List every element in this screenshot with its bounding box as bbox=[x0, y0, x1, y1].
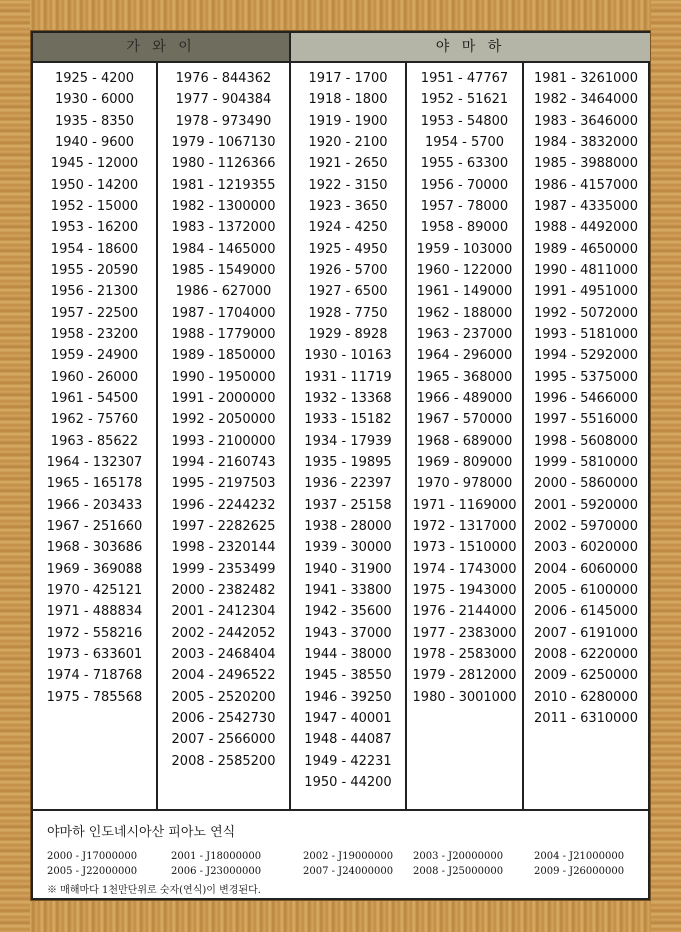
serial-row: 1997 - 2282625 bbox=[171, 518, 276, 534]
serial-row: 1951 - 47767 bbox=[420, 71, 509, 86]
serial-row: 1957 - 78000 bbox=[420, 198, 509, 214]
serial-row: 1989 - 4650000 bbox=[534, 241, 638, 257]
serial-entry: 2009 - J26000000 bbox=[534, 866, 625, 877]
serial-entry: 2005 - J22000000 bbox=[47, 866, 138, 877]
serial-row: 2005 - 6100000 bbox=[534, 582, 638, 598]
serial-row: 1993 - 5181000 bbox=[534, 326, 638, 342]
serial-row: 2011 - 6310000 bbox=[534, 710, 638, 726]
serial-row: 1932 - 13368 bbox=[304, 390, 392, 406]
serial-row: 1952 - 51621 bbox=[420, 92, 509, 108]
serial-row: 1937 - 25158 bbox=[304, 497, 392, 513]
serial-row: 1928 - 7750 bbox=[308, 305, 388, 321]
serial-row: 1921 - 2650 bbox=[308, 156, 388, 172]
indonesia-note: ※ 매해마다 1천만단위로 숫자(연식)이 변경된다. bbox=[47, 885, 261, 896]
serial-row: 1920 - 2100 bbox=[308, 134, 388, 150]
serial-row: 1956 - 21300 bbox=[50, 284, 139, 300]
serial-row: 1927 - 6500 bbox=[308, 284, 388, 300]
serial-row: 2010 - 6280000 bbox=[534, 689, 638, 705]
serial-row: 1949 - 42231 bbox=[304, 753, 392, 769]
serial-row: 1962 - 75760 bbox=[50, 412, 139, 428]
serial-row: 1925 - 4200 bbox=[54, 71, 135, 86]
serial-row: 1970 - 978000 bbox=[416, 476, 513, 492]
serial-row: 1964 - 132307 bbox=[46, 454, 143, 470]
serial-row: 1958 - 23200 bbox=[50, 326, 139, 342]
serial-entry: 2006 - J23000000 bbox=[171, 866, 262, 877]
serial-row: 1965 - 368000 bbox=[416, 369, 513, 385]
serial-row: 1952 - 15000 bbox=[50, 198, 139, 214]
serial-row: 1995 - 2197503 bbox=[171, 476, 276, 492]
serial-row: 1992 - 2050000 bbox=[171, 412, 276, 428]
serial-row: 1996 - 2244232 bbox=[171, 497, 276, 513]
serial-row: 1967 - 251660 bbox=[46, 518, 143, 534]
serial-row: 1978 - 2583000 bbox=[412, 646, 517, 662]
serial-row: 1934 - 17939 bbox=[304, 433, 392, 449]
serial-row: 1954 - 5700 bbox=[424, 134, 505, 150]
serial-row: 1957 - 22500 bbox=[50, 305, 139, 321]
serial-row: 2007 - 6191000 bbox=[534, 625, 638, 641]
serial-row: 1988 - 4492000 bbox=[534, 220, 638, 236]
serial-row: 1948 - 44087 bbox=[304, 732, 392, 748]
serial-row: 1955 - 63300 bbox=[420, 156, 509, 172]
serial-row: 1999 - 2353499 bbox=[171, 561, 276, 577]
serial-row: 1985 - 3988000 bbox=[534, 156, 638, 172]
serial-row: 1998 - 5608000 bbox=[534, 433, 638, 449]
serial-row: 1979 - 2812000 bbox=[412, 668, 517, 684]
serial-row: 1985 - 1549000 bbox=[171, 262, 276, 278]
serial-row: 1923 - 3650 bbox=[308, 198, 388, 214]
serial-row: 1962 - 188000 bbox=[416, 305, 513, 321]
wood-frame-left bbox=[0, 0, 30, 932]
serial-row: 1972 - 1317000 bbox=[412, 518, 517, 534]
serial-row: 1946 - 39250 bbox=[304, 689, 392, 705]
serial-row: 1969 - 809000 bbox=[416, 454, 513, 470]
serial-row: 1981 - 1219355 bbox=[171, 177, 276, 193]
serial-row: 1930 - 10163 bbox=[304, 348, 392, 364]
serial-row: 1925 - 4950 bbox=[308, 241, 388, 257]
serial-row: 1954 - 18600 bbox=[50, 241, 139, 257]
serial-row: 1931 - 11719 bbox=[304, 369, 392, 385]
serial-row: 1945 - 12000 bbox=[50, 156, 139, 172]
serial-entry: 2001 - J18000000 bbox=[171, 851, 262, 862]
serial-row: 1950 - 14200 bbox=[50, 177, 139, 193]
serial-row: 2000 - 5860000 bbox=[534, 476, 638, 492]
yamaha-column-1 bbox=[289, 63, 405, 809]
serial-row: 1989 - 1850000 bbox=[171, 348, 276, 364]
serial-row: 1940 - 9600 bbox=[54, 134, 135, 150]
serial-row: 1967 - 570000 bbox=[416, 412, 513, 428]
serial-entry: 2004 - J21000000 bbox=[534, 851, 625, 862]
serial-row: 1976 - 2144000 bbox=[412, 604, 517, 620]
serial-entry: 2007 - J24000000 bbox=[303, 866, 394, 877]
serial-row: 1987 - 4335000 bbox=[534, 198, 638, 214]
yamaha-header: 야 마 하 bbox=[289, 33, 650, 63]
serial-row: 1992 - 5072000 bbox=[534, 305, 638, 321]
serial-row: 1917 - 1700 bbox=[308, 71, 388, 86]
serial-row: 1980 - 3001000 bbox=[412, 689, 517, 705]
serial-row: 1979 - 1067130 bbox=[171, 134, 276, 150]
serial-row: 2003 - 6020000 bbox=[534, 540, 638, 556]
indonesia-section bbox=[33, 809, 648, 900]
serial-row: 1978 - 973490 bbox=[175, 113, 272, 129]
serial-row: 1983 - 1372000 bbox=[171, 220, 276, 236]
serial-row: 2003 - 2468404 bbox=[171, 646, 276, 662]
serial-row: 1956 - 70000 bbox=[420, 177, 509, 193]
serial-row: 2006 - 6145000 bbox=[534, 604, 638, 620]
serial-row: 1960 - 26000 bbox=[50, 369, 139, 385]
serial-row: 1988 - 1779000 bbox=[171, 326, 276, 342]
serial-row: 1984 - 1465000 bbox=[171, 241, 276, 257]
serial-row: 1965 - 165178 bbox=[46, 476, 143, 492]
serial-row: 1968 - 689000 bbox=[416, 433, 513, 449]
serial-row: 1982 - 1300000 bbox=[171, 198, 276, 214]
serial-row: 1971 - 1169000 bbox=[412, 497, 517, 513]
kawai-column-1 bbox=[33, 63, 156, 809]
serial-row: 2006 - 2542730 bbox=[171, 710, 276, 726]
serial-row: 1975 - 1943000 bbox=[412, 582, 517, 598]
serial-row: 1935 - 19895 bbox=[304, 454, 392, 470]
serial-row: 1981 - 3261000 bbox=[534, 71, 638, 86]
serial-row: 1973 - 633601 bbox=[46, 646, 143, 662]
serial-row: 1959 - 24900 bbox=[50, 348, 139, 364]
serial-row: 1941 - 33800 bbox=[304, 582, 392, 598]
serial-row: 2001 - 2412304 bbox=[171, 604, 276, 620]
serial-row: 1977 - 904384 bbox=[175, 92, 272, 108]
serial-row: 1970 - 425121 bbox=[46, 582, 143, 598]
serial-row: 1976 - 844362 bbox=[175, 71, 272, 86]
serial-row: 1935 - 8350 bbox=[54, 113, 135, 129]
serial-row: 1998 - 2320144 bbox=[171, 540, 276, 556]
wood-frame-right bbox=[651, 0, 681, 932]
serial-row: 1969 - 369088 bbox=[46, 561, 143, 577]
serial-row: 1996 - 5466000 bbox=[534, 390, 638, 406]
yamaha-column-2 bbox=[405, 63, 522, 809]
serial-row: 1975 - 785568 bbox=[46, 689, 143, 705]
serial-row: 1958 - 89000 bbox=[420, 220, 509, 236]
serial-row: 1943 - 37000 bbox=[304, 625, 392, 641]
serial-row: 1980 - 1126366 bbox=[171, 156, 276, 172]
serial-row: 1974 - 718768 bbox=[46, 668, 143, 684]
serial-row: 1990 - 4811000 bbox=[534, 262, 638, 278]
serial-row: 1947 - 40001 bbox=[304, 710, 392, 726]
kawai-column-2 bbox=[156, 63, 289, 809]
serial-row: 1922 - 3150 bbox=[308, 177, 388, 193]
serial-row: 1961 - 54500 bbox=[50, 390, 139, 406]
serial-row: 1990 - 1950000 bbox=[171, 369, 276, 385]
serial-row: 1986 - 4157000 bbox=[534, 177, 638, 193]
serial-row: 1953 - 54800 bbox=[420, 113, 509, 129]
serial-row: 1993 - 2100000 bbox=[171, 433, 276, 449]
serial-row: 1977 - 2383000 bbox=[412, 625, 517, 641]
serial-entry: 2002 - J19000000 bbox=[303, 851, 394, 862]
serial-row: 1987 - 1704000 bbox=[171, 305, 276, 321]
serial-row: 2002 - 5970000 bbox=[534, 518, 638, 534]
serial-row: 1997 - 5516000 bbox=[534, 412, 638, 428]
serial-row: 2001 - 5920000 bbox=[534, 497, 638, 513]
indonesia-title: 야마하 인도네시아산 피아노 연식 bbox=[47, 825, 236, 840]
serial-row: 1964 - 296000 bbox=[416, 348, 513, 364]
serial-row: 1929 - 8928 bbox=[308, 326, 388, 342]
serial-row: 1950 - 44200 bbox=[304, 774, 392, 790]
serial-row: 2007 - 2566000 bbox=[171, 732, 276, 748]
serial-row: 2002 - 2442052 bbox=[171, 625, 276, 641]
serial-row: 2004 - 6060000 bbox=[534, 561, 638, 577]
serial-entry: 2003 - J20000000 bbox=[413, 851, 504, 862]
serial-row: 1974 - 1743000 bbox=[412, 561, 517, 577]
serial-row: 1986 - 627000 bbox=[175, 284, 272, 300]
serial-row: 1926 - 5700 bbox=[308, 262, 388, 278]
serial-row: 1966 - 203433 bbox=[46, 497, 143, 513]
serial-row: 2009 - 6250000 bbox=[534, 668, 638, 684]
serial-row: 1972 - 558216 bbox=[46, 625, 143, 641]
serial-row: 1960 - 122000 bbox=[416, 262, 513, 278]
serial-row: 1924 - 4250 bbox=[308, 220, 388, 236]
serial-row: 1918 - 1800 bbox=[308, 92, 388, 108]
serial-row: 1930 - 6000 bbox=[54, 92, 135, 108]
serial-row: 1991 - 4951000 bbox=[534, 284, 638, 300]
serial-row: 1968 - 303686 bbox=[46, 540, 143, 556]
serial-row: 1994 - 5292000 bbox=[534, 348, 638, 364]
serial-row: 1984 - 3832000 bbox=[534, 134, 638, 150]
serial-row: 1919 - 1900 bbox=[308, 113, 388, 129]
serial-row: 1982 - 3464000 bbox=[534, 92, 638, 108]
serial-row: 1939 - 30000 bbox=[304, 540, 392, 556]
serial-row: 1963 - 237000 bbox=[416, 326, 513, 342]
serial-row: 1942 - 35600 bbox=[304, 604, 392, 620]
serial-row: 2008 - 6220000 bbox=[534, 646, 638, 662]
serial-row: 2005 - 2520200 bbox=[171, 689, 276, 705]
serial-row: 1945 - 38550 bbox=[304, 668, 392, 684]
serial-row: 1953 - 16200 bbox=[50, 220, 139, 236]
serial-row: 2000 - 2382482 bbox=[171, 582, 276, 598]
serial-row: 1955 - 20590 bbox=[50, 262, 139, 278]
serial-row: 1973 - 1510000 bbox=[412, 540, 517, 556]
serial-row: 1933 - 15182 bbox=[304, 412, 392, 428]
serial-row: 1940 - 31900 bbox=[304, 561, 392, 577]
serial-row: 1994 - 2160743 bbox=[171, 454, 276, 470]
serial-row: 2004 - 2496522 bbox=[171, 668, 276, 684]
serial-row: 1959 - 103000 bbox=[416, 241, 513, 257]
serial-row: 1999 - 5810000 bbox=[534, 454, 638, 470]
serial-row: 1961 - 149000 bbox=[416, 284, 513, 300]
kawai-header: 가 와 이 bbox=[33, 33, 289, 63]
serial-row: 1944 - 38000 bbox=[304, 646, 392, 662]
serial-row: 1991 - 2000000 bbox=[171, 390, 276, 406]
serial-row: 1938 - 28000 bbox=[304, 518, 392, 534]
serial-row: 1966 - 489000 bbox=[416, 390, 513, 406]
serial-entry: 2000 - J17000000 bbox=[47, 851, 138, 862]
yamaha-column-3 bbox=[522, 63, 648, 809]
serial-row: 1963 - 85622 bbox=[50, 433, 139, 449]
serial-row: 1983 - 3646000 bbox=[534, 113, 638, 129]
serial-row: 2008 - 2585200 bbox=[171, 753, 276, 769]
serial-row: 1995 - 5375000 bbox=[534, 369, 638, 385]
serial-row: 1971 - 488834 bbox=[46, 604, 143, 620]
serial-row: 1936 - 22397 bbox=[304, 476, 392, 492]
serial-number-table bbox=[31, 31, 650, 900]
serial-entry: 2008 - J25000000 bbox=[413, 866, 504, 877]
